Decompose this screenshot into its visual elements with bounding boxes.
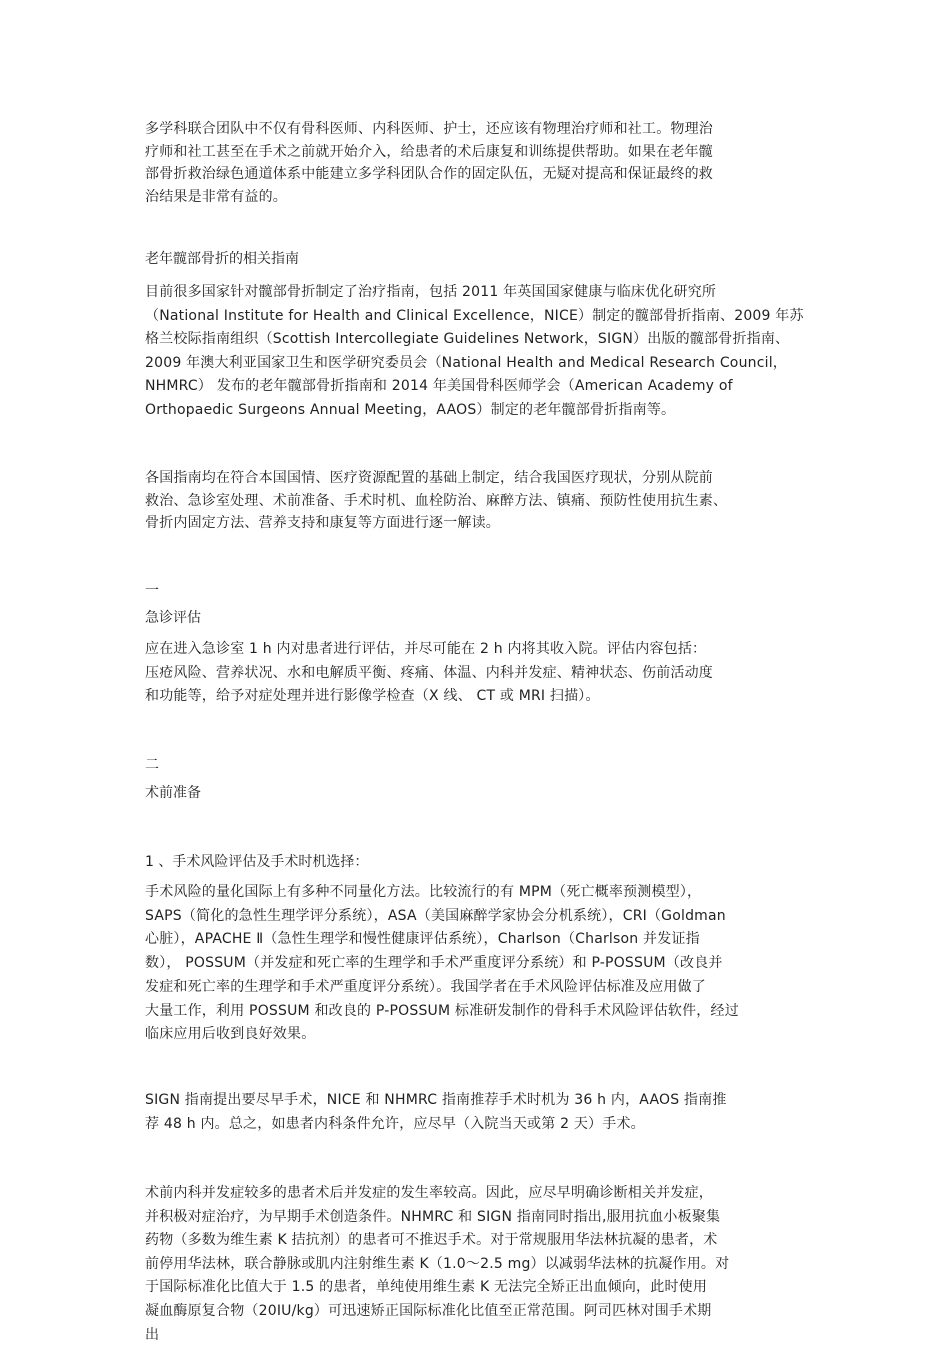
subsection-title-risk-assessment: 1 、手术风险评估及手术时机选择： [145, 854, 369, 870]
section-number-2: 二 [145, 757, 159, 773]
text-line: 术前内科并发症较多的患者术后并发症的发生率较高。因此，应尽早明确诊断相关并发症， [145, 1185, 713, 1201]
text-line: 凝血酶原复合物（20IU/kg）可迅速矫正国际标准化比值至正常范围。阿司匹林对围手术期 [145, 1302, 712, 1319]
paragraph-guidelines-list [145, 281, 813, 423]
text-line: 部骨折救治绿色通道体系中能建立多学科团队合作的固定队伍，无疑对提高和保证最终的救 [145, 166, 713, 182]
text-line: NHMRC） 发布的老年髋部骨折指南和 2014 年美国骨科医师学会（American Academy of [145, 378, 733, 395]
text-line: 压疮风险、营养状况、水和电解质平衡、疼痛、体温、内科并发症、精神状态、伤前活动度 [145, 664, 713, 681]
paragraph-risk-quantification [145, 881, 813, 1047]
paragraph-comorbidities [145, 1182, 813, 1347]
text-line: 治结果是非常有益的。 [145, 188, 287, 205]
text-line: 疗师和社工甚至在手术之前就开始介入，给患者的术后康复和训练提供帮助。如果在老年髋 [145, 143, 713, 160]
text-line: 目前很多国家针对髋部骨折制定了治疗指南，包括 2011 年英国国家健康与临床优化研究所 [145, 284, 717, 300]
text-line: 多学科联合团队中不仅有骨科医师、内科医师、护士，还应该有物理治疗师和社工。物理治 [145, 121, 713, 137]
text-line: 各国指南均在符合本国国情、医疗资源配置的基础上制定，结合我国医疗现状，分别从院前 [145, 470, 713, 486]
text-line: 大量工作，利用 POSSUM 和改良的 P-POSSUM 标准研发制作的骨科手术风险评估软件，经过 [145, 1002, 739, 1019]
text-line: 并积极对症治疗，为早期手术创造条件。NHMRC 和 SIGN 指南同时指出,服用抗血小板聚集 [145, 1208, 721, 1225]
paragraph-mdt-team [145, 118, 813, 208]
text-line: 出 [145, 1326, 160, 1343]
text-line: SIGN 指南提出要尽早手术，NICE 和 NHMRC 指南推荐手术时机为 36 h 内，AAOS 指南推 [145, 1092, 727, 1108]
paragraph-interpretation [145, 467, 813, 535]
text-line: 前停用华法林，联合静脉或肌内注射维生素 K（1.0～2.5 mg）以减弱华法林的抗凝作用。对 [145, 1255, 730, 1272]
text-line: 临床应用后收到良好效果。 [145, 1026, 316, 1043]
text-line: 药物（多数为维生素 K 拮抗剂）的患者可不推迟手术。对于常规服用华法林抗凝的患者，术 [145, 1232, 718, 1249]
text-line: 发症和死亡率的生理学和手术严重度评分系统）。我国学者在手术风险评估标准及应用做了 [145, 978, 706, 995]
text-line: 2009 年澳大利亚国家卫生和医学研究委员会（National Health and Medical Research Council， [145, 354, 787, 371]
text-line: （National Institute for Health and Clinical Excellence，NICE）制定的髋部骨折指南、2009 年苏 [145, 307, 804, 324]
text-line: 救治、急诊室处理、术前准备、手术时机、血栓防治、麻醉方法、镇痛、预防性使用抗生素、 [145, 492, 728, 509]
section-title-preoperative-preparation: 术前准备 [145, 785, 201, 801]
text-line: 数）， POSSUM（并发症和死亡率的生理学和手术严重度评分系统）和 P-POSSUM（改良并 [145, 955, 723, 972]
text-line: SAPS（简化的急性生理学评分系统），ASA（美国麻醉学家协会分机系统），CRI（Goldman [145, 907, 726, 924]
section-number-1: 一 [145, 583, 159, 599]
section-title-emergency-assessment: 急诊评估 [145, 610, 201, 626]
text-line: 于国际标准化比值大于 1.5 的患者，单纯使用维生素 K 无法完全矫正出血倾向，此时使用 [145, 1279, 708, 1296]
paragraph-surgery-timing [145, 1089, 813, 1136]
text-line: 骨折内固定方法、营养支持和康复等方面进行逐一解读。 [145, 515, 500, 531]
text-line: 手术风险的量化国际上有多种不同量化方法。比较流行的有 MPM（死亡概率预测模型）， [145, 884, 702, 900]
text-line: 心脏），APACHE Ⅱ（急性生理学和慢性健康评估系统），Charlson（Charlson 并发证指 [145, 931, 700, 948]
paragraph-emergency-assessment [145, 638, 813, 709]
heading-guidelines: 老年髋部骨折的相关指南 [145, 251, 299, 267]
text-line: Orthopaedic Surgeons Annual Meeting，AAOS）制定的老年髋部骨折指南等。 [145, 401, 676, 418]
text-line: 和功能等，给予对症处理并进行影像学检查（X 线、 CT 或 MRI 扫描）。 [145, 688, 600, 704]
text-line: 格兰校际指南组织（Scottish Intercollegiate Guidelines Network，SIGN）出版的髋部骨折指南、 [145, 331, 790, 348]
text-line: 应在进入急诊室 1 h 内对患者进行评估，并尽可能在 2 h 内将其收入院。评估内容包括： [145, 641, 707, 657]
text-line: 荐 48 h 内。总之，如患者内科条件允许，应尽早（入院当天或第 2 天）手术。 [145, 1115, 645, 1132]
